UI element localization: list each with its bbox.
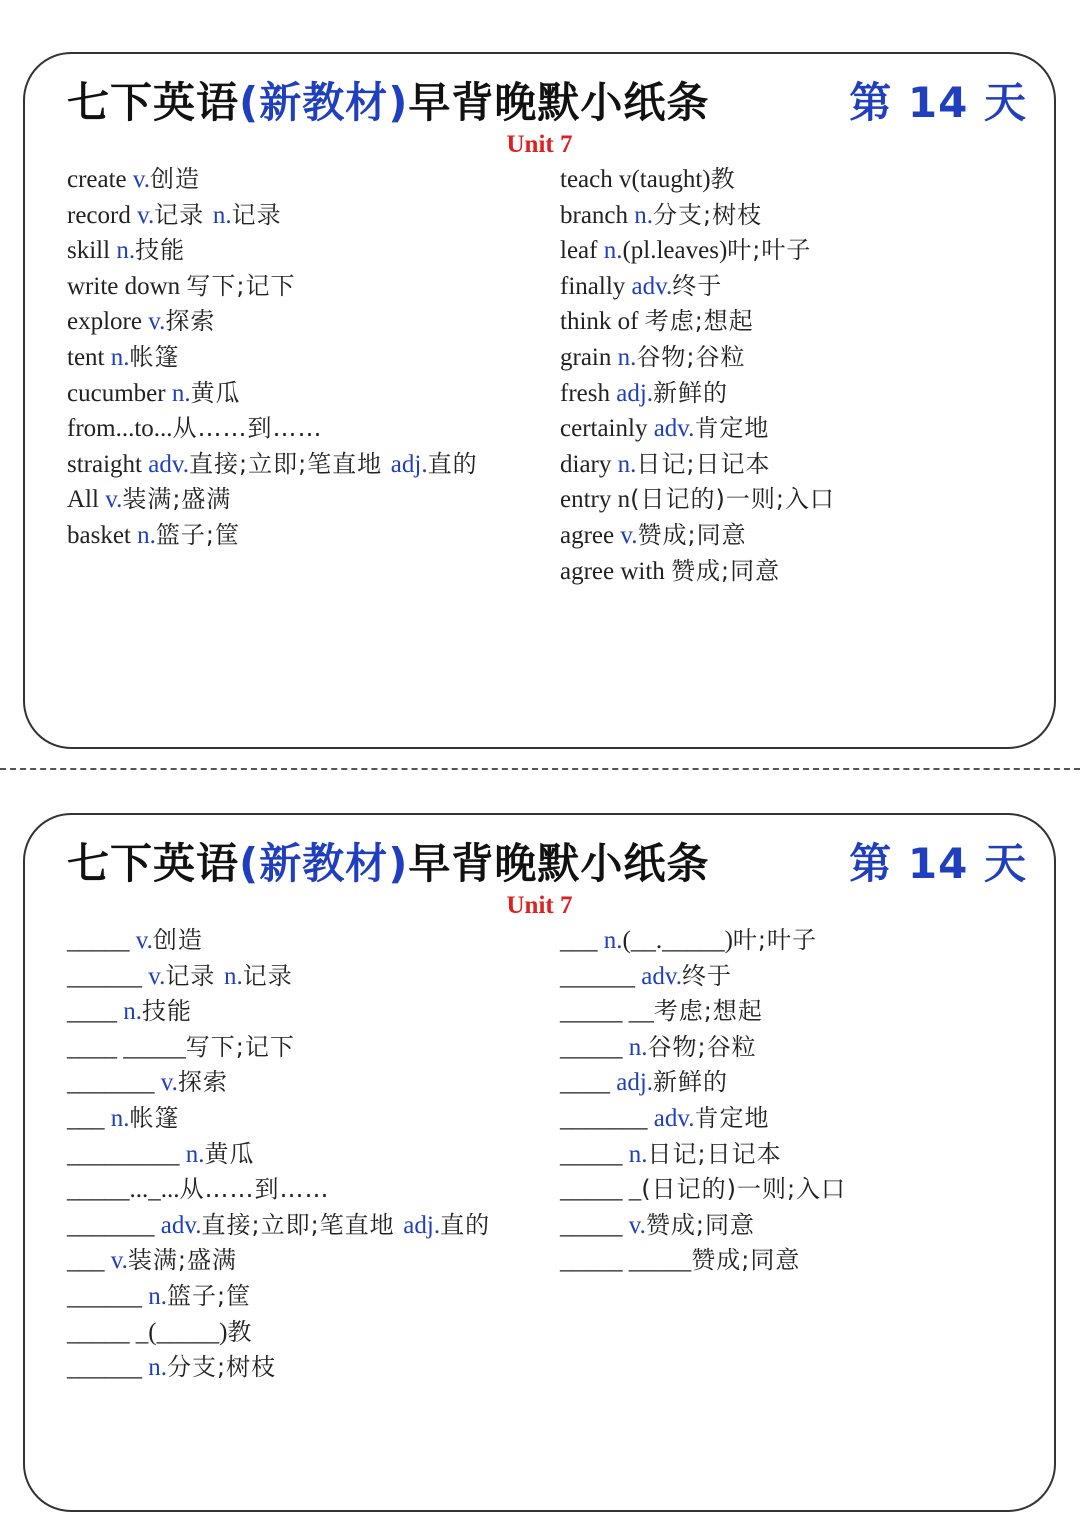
part-of-speech: n. xyxy=(148,1282,167,1310)
fill-blank: ______ xyxy=(560,962,642,990)
chinese-meaning: 日记;日记本 xyxy=(636,449,771,478)
fill-blank: ____ xyxy=(67,998,124,1026)
part-of-speech: n. xyxy=(110,343,130,371)
blank-column-right xyxy=(560,923,1040,1279)
part-of-speech: adj. xyxy=(616,1069,654,1097)
part-of-speech: v. xyxy=(135,927,153,954)
blank-entry xyxy=(560,1243,1040,1279)
chinese-meaning: 赞成;同意 xyxy=(671,556,781,585)
english-word: certainly xyxy=(560,415,654,443)
blank-entry xyxy=(67,1030,537,1066)
part-of-speech: n. xyxy=(110,1104,130,1132)
part-of-speech: v. xyxy=(110,1247,128,1275)
part-of-speech: n. xyxy=(603,927,623,954)
fill-blank: _____ xyxy=(560,1033,629,1061)
english-word: branch xyxy=(560,201,635,229)
part-of-speech: adj. xyxy=(390,450,428,478)
part-of-speech: adj. xyxy=(403,1211,441,1239)
chinese-meaning: 直接;立即;笔直地 xyxy=(201,1210,404,1239)
vocab-entry xyxy=(560,482,1040,518)
part-of-speech: adv. xyxy=(653,415,695,443)
blank-entry xyxy=(560,1137,1040,1173)
chinese-meaning: 探索 xyxy=(177,1068,228,1097)
english-word: think of xyxy=(560,308,645,336)
part-of-speech: n. xyxy=(634,201,654,229)
fill-blank: _________ xyxy=(67,1140,186,1168)
blank-entry xyxy=(67,1243,537,1279)
chinese-meaning: 叶;叶子 xyxy=(727,236,812,265)
fill-blank: ___ xyxy=(67,1247,111,1275)
chinese-meaning: 新鲜的 xyxy=(653,1068,729,1097)
chinese-meaning: 技能 xyxy=(142,997,192,1026)
blank-entry xyxy=(67,1208,537,1244)
chinese-meaning: 考虑;想起 xyxy=(653,997,763,1026)
english-word: tent xyxy=(67,343,111,371)
chinese-meaning: 装满;盛满 xyxy=(127,1246,237,1275)
vocab-entry xyxy=(560,304,1040,340)
chinese-meaning: 创造 xyxy=(152,926,203,954)
card-title: 七下英语(新教材)早背晚默小纸条 第 14 天 xyxy=(67,74,1027,132)
part-of-speech: n. xyxy=(212,201,232,229)
fill-blank: _____ xyxy=(560,1140,629,1168)
part-of-speech: v. xyxy=(148,308,166,336)
blank-entry xyxy=(560,1030,1040,1066)
part-of-speech: n. xyxy=(148,1354,167,1382)
chinese-meaning: 直的 xyxy=(427,449,478,478)
chinese-meaning: 记录 xyxy=(231,200,282,229)
chinese-meaning: 帐篷 xyxy=(129,342,180,371)
part-of-speech: n. xyxy=(224,962,243,990)
part-of-speech: v. xyxy=(105,486,123,514)
card-title: 七下英语(新教材)早背晚默小纸条 第 14 天 xyxy=(67,835,1027,893)
chinese-meaning: (日记的)一则;入口 xyxy=(630,485,835,514)
chinese-meaning: 篮子;筐 xyxy=(155,520,240,549)
blank-entry xyxy=(67,1101,537,1137)
chinese-meaning: 写下;记下 xyxy=(185,1032,295,1061)
chinese-meaning: 记录 xyxy=(165,961,225,990)
part-of-speech: adj. xyxy=(616,379,654,407)
fill-blank: ______ xyxy=(67,962,149,990)
english-word: finally xyxy=(560,272,632,300)
memorize-card xyxy=(23,52,1056,749)
vocab-entry xyxy=(560,269,1040,305)
part-of-speech: n. xyxy=(123,998,142,1026)
fill-blank: ___ xyxy=(67,1104,111,1132)
part-of-speech: v. xyxy=(137,201,155,229)
dictation-card xyxy=(23,813,1056,1512)
part-of-speech: adv. xyxy=(148,450,189,478)
chinese-meaning: 探索 xyxy=(165,307,216,336)
chinese-meaning: 谷物;谷粒 xyxy=(647,1032,757,1061)
fill-blank: ______ xyxy=(67,1282,149,1310)
english-word: straight xyxy=(67,450,149,478)
chinese-meaning: 帐篷 xyxy=(129,1103,180,1132)
vocab-entry xyxy=(67,411,537,447)
english-word: write down xyxy=(67,272,187,300)
vocab-entry xyxy=(560,411,1040,447)
chinese-meaning: 写下;记下 xyxy=(186,271,296,300)
vocab-entry xyxy=(67,198,537,234)
blank-entry xyxy=(560,994,1040,1030)
fill-blank: _____ __ xyxy=(560,998,654,1026)
vocab-entry xyxy=(67,482,537,518)
fill-blank: _______ xyxy=(67,1211,161,1239)
vocab-entry xyxy=(67,447,537,483)
part-of-speech: v. xyxy=(148,962,166,990)
chinese-meaning: 黄瓜 xyxy=(204,1139,255,1168)
part-of-speech: v. xyxy=(160,1069,178,1097)
chinese-meaning: 考虑;想起 xyxy=(644,307,754,336)
chinese-meaning: 直的 xyxy=(440,1210,491,1239)
chinese-meaning: 记录 xyxy=(154,200,213,229)
english-word: create xyxy=(67,166,133,193)
part-of-speech: adv. xyxy=(631,272,673,300)
chinese-meaning: 分支;树枝 xyxy=(167,1353,277,1382)
chinese-meaning: 终于 xyxy=(672,271,723,300)
part-of-speech: v. xyxy=(628,1211,646,1239)
fill-blank: _______ xyxy=(67,1069,161,1097)
blank-entry xyxy=(560,1065,1040,1101)
english-word: agree with xyxy=(560,557,672,585)
english-word: record xyxy=(67,201,138,229)
chinese-meaning: 终于 xyxy=(681,961,732,990)
blank-entry xyxy=(560,959,1040,995)
part-of-speech: n. xyxy=(603,237,623,265)
fill-blank: ______ xyxy=(67,1354,149,1382)
chinese-meaning: 肯定地 xyxy=(694,1103,770,1132)
english-word: skill xyxy=(67,237,117,265)
english-word: cucumber xyxy=(67,379,172,407)
part-of-speech: adv. xyxy=(653,1104,695,1132)
chinese-meaning: 黄瓜 xyxy=(190,378,241,407)
chinese-meaning: 赞成;同意 xyxy=(691,1246,801,1275)
fill-blank: _____ xyxy=(67,927,136,954)
cut-line-divider xyxy=(0,768,1080,770)
blank-entry xyxy=(67,1172,537,1208)
part-of-speech: n. xyxy=(171,379,191,407)
blank-entry xyxy=(67,959,537,995)
vocab-entry xyxy=(560,198,1040,234)
unit-label: Unit 7 xyxy=(506,131,573,158)
english-note: (pl.leaves) xyxy=(622,237,728,265)
vocab-column-right xyxy=(560,162,1040,589)
vocab-entry xyxy=(67,269,537,305)
fill-blank: ____ xyxy=(560,1069,617,1097)
english-word: fresh xyxy=(560,379,617,407)
english-word: leaf xyxy=(560,237,604,265)
vocab-entry xyxy=(560,554,1040,590)
part-of-speech: adv. xyxy=(641,962,682,990)
chinese-meaning: 从……到…… xyxy=(179,1175,330,1204)
blank-entry xyxy=(67,1315,537,1351)
chinese-meaning: 记录 xyxy=(242,961,293,990)
chinese-meaning: 教 xyxy=(227,1317,253,1346)
part-of-speech: n. xyxy=(628,1140,648,1168)
vocab-entry xyxy=(67,518,537,554)
fill-blank: _____..._... xyxy=(67,1176,180,1204)
vocab-entry xyxy=(560,233,1040,269)
chinese-meaning: 技能 xyxy=(135,236,186,265)
vocab-entry xyxy=(560,376,1040,412)
english-word: entry n xyxy=(560,486,631,514)
part-of-speech: n. xyxy=(617,343,637,371)
vocab-entry xyxy=(560,518,1040,554)
blank-entry xyxy=(67,923,537,959)
blank-entry xyxy=(67,1065,537,1101)
chinese-meaning: 赞成;同意 xyxy=(637,520,747,549)
day-label: 第 14 天 xyxy=(849,78,1027,127)
chinese-meaning: 赞成;同意 xyxy=(645,1210,755,1239)
chinese-meaning: 肯定地 xyxy=(694,414,770,443)
part-of-speech: n. xyxy=(137,521,156,549)
chinese-meaning: 分支;树枝 xyxy=(653,200,763,229)
english-word: basket xyxy=(67,521,138,549)
blank-entry xyxy=(560,1208,1040,1244)
fill-blank: _______ xyxy=(560,1104,654,1132)
blank-entry xyxy=(67,1279,537,1315)
part-of-speech: v. xyxy=(620,521,638,549)
chinese-meaning: 从……到…… xyxy=(172,414,323,443)
chinese-meaning: 直接;立即;笔直地 xyxy=(188,449,391,478)
english-word: grain xyxy=(560,343,618,371)
fill-blank: (__._____) xyxy=(622,927,733,954)
vocab-entry xyxy=(67,376,537,412)
chinese-meaning: 谷物;谷粒 xyxy=(636,342,746,371)
chinese-meaning: (日记的)一则;入口 xyxy=(641,1175,847,1204)
chinese-meaning: 装满;盛满 xyxy=(122,485,232,514)
english-word: explore xyxy=(67,308,149,336)
fill-blank: ___ xyxy=(560,927,604,954)
part-of-speech: n. xyxy=(617,450,637,478)
vocab-entry xyxy=(67,340,537,376)
blank-entry xyxy=(560,923,1040,959)
part-of-speech: adv. xyxy=(160,1211,202,1239)
vocab-entry xyxy=(67,304,537,340)
chinese-meaning: 日记;日记本 xyxy=(647,1139,782,1168)
fill-blank: _____ _(_____) xyxy=(67,1318,228,1346)
vocab-entry xyxy=(560,340,1040,376)
vocab-entry xyxy=(67,162,537,198)
blank-column-left xyxy=(67,923,537,1386)
vocab-column-left xyxy=(67,162,537,554)
english-word: All xyxy=(67,486,106,514)
part-of-speech: v. xyxy=(132,166,151,193)
english-word: teach v(taught) xyxy=(560,166,711,193)
blank-entry xyxy=(67,1350,537,1386)
fill-blank: _____ _ xyxy=(560,1176,642,1204)
english-word: diary xyxy=(560,450,618,478)
vocab-entry xyxy=(560,447,1040,483)
fill-blank: _____ _____ xyxy=(560,1247,692,1275)
vocab-entry xyxy=(560,162,1040,198)
part-of-speech: n. xyxy=(628,1033,648,1061)
blank-entry xyxy=(560,1172,1040,1208)
english-word: agree xyxy=(560,521,621,549)
blank-entry xyxy=(67,1137,537,1173)
fill-blank: _____ xyxy=(560,1211,629,1239)
blank-entry xyxy=(67,994,537,1030)
chinese-meaning: 篮子;筐 xyxy=(167,1281,252,1310)
blank-entry xyxy=(560,1101,1040,1137)
part-of-speech: n. xyxy=(116,237,136,265)
chinese-meaning: 叶;叶子 xyxy=(732,926,817,954)
english-word: from...to... xyxy=(67,415,173,443)
unit-label: Unit 7 xyxy=(506,892,573,919)
vocab-entry xyxy=(67,233,537,269)
chinese-meaning: 新鲜的 xyxy=(653,378,729,407)
chinese-meaning: 教 xyxy=(710,165,736,193)
fill-blank: ____ _____ xyxy=(67,1033,186,1061)
part-of-speech: n. xyxy=(185,1140,205,1168)
chinese-meaning: 创造 xyxy=(150,165,201,193)
day-label: 第 14 天 xyxy=(849,839,1027,888)
